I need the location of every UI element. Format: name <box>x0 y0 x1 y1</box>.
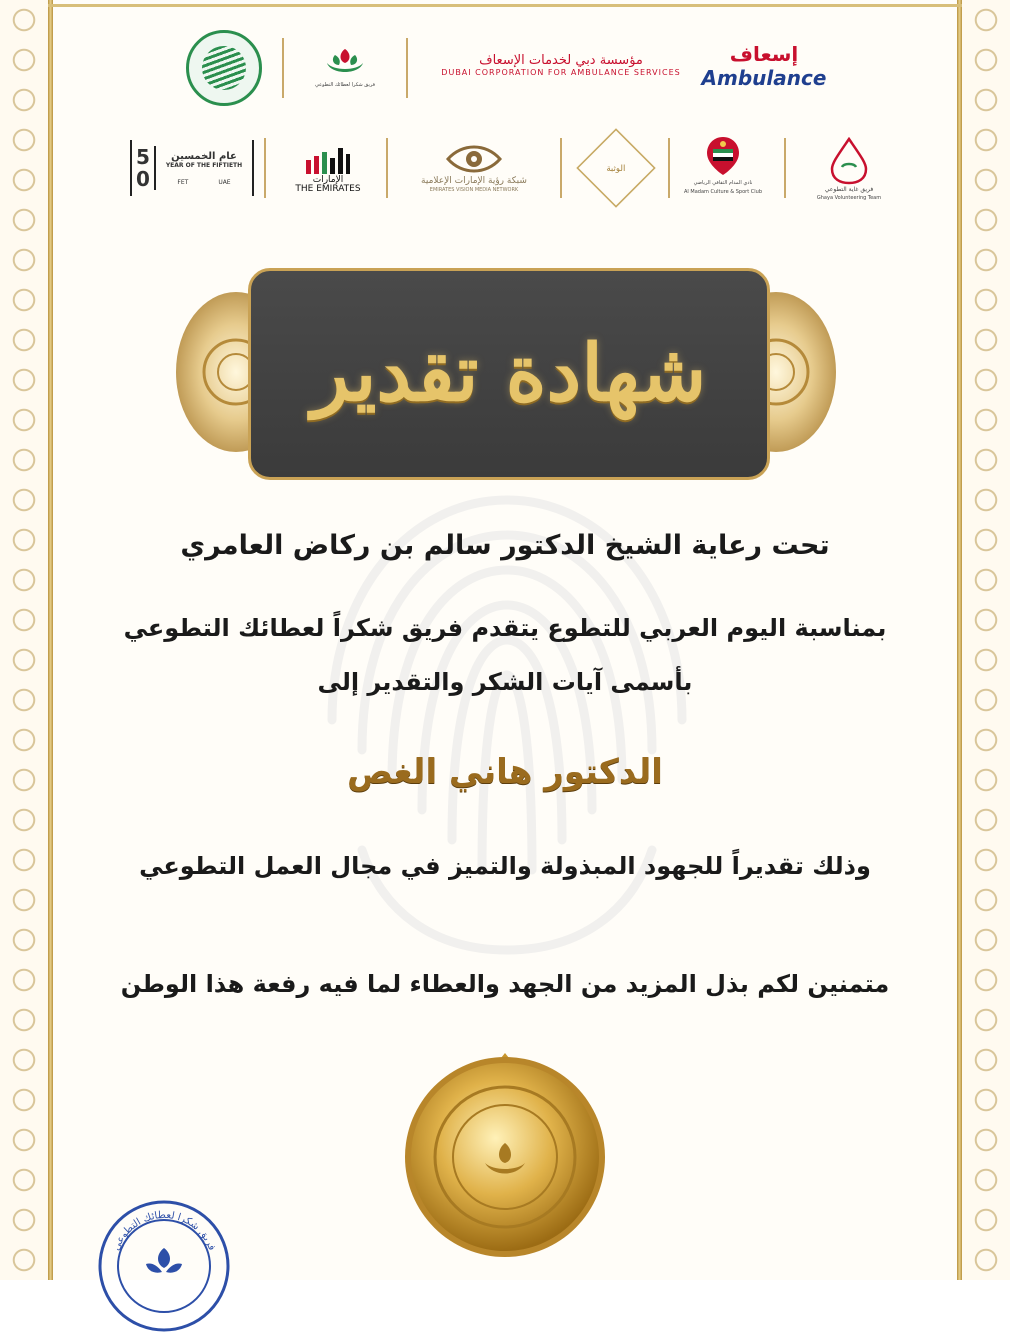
year-of-fifty-en: YEAR OF THE FIFTIETH <box>165 161 243 169</box>
al-madam-club-logo <box>686 126 760 206</box>
ghaya-team-ar: فريق غاية التطوعي <box>824 186 874 193</box>
ambulance-ar: إسعاف <box>729 42 799 66</box>
team-stamp-icon <box>96 1198 232 1334</box>
wish-line: متمنين لكم بذل المزيد من الجهد والعطاء لما فيه رفعة هذا الوطن <box>120 970 890 998</box>
patronage-line: تحت رعاية الشيخ الدكتور سالم بن ركاض العامري <box>180 530 830 561</box>
madam-club-ar: نادي المدام الثقافي الرياضي <box>693 180 753 186</box>
logo-divider <box>668 138 670 198</box>
wathba-logo <box>576 128 655 207</box>
logo-divider <box>282 38 284 98</box>
fifty-digit-zero: 0 <box>136 167 150 191</box>
ambulance-en: Ambulance <box>701 66 827 90</box>
year-of-fifty-ar: عام الخمسين <box>171 150 237 162</box>
emirates-vision-en: EMIRATES VISION MEDIA NETWORK <box>429 187 519 193</box>
drop-icon <box>824 137 874 185</box>
dubai-ambulance-en: DUBAI CORPORATION FOR AMBULANCE SERVICES <box>441 68 681 77</box>
reason-line: وذلك تقديراً للجهود المبذولة والتميز في مجال العمل التطوعي <box>139 852 871 880</box>
certificate-title: شهادة تقدير <box>311 328 707 419</box>
emirates-vision-ar: شبكة رؤية الإمارات الإعلامية <box>421 176 527 186</box>
year-of-fifty-footer <box>177 179 230 186</box>
year-of-fifty-logo <box>130 140 254 196</box>
year-of-fifty-right-tag: UAE <box>218 178 231 186</box>
emirates-en: THE EMIRATES <box>295 184 361 194</box>
logo-divider <box>264 138 266 198</box>
ataa-team-caption: فريق شكرا لعطائك التطوعي <box>315 81 375 88</box>
emirates-vision-logo <box>412 130 536 206</box>
stamp-text: فريق شكرا لعطائك التطوعي <box>110 1209 218 1253</box>
gold-medal-seal-icon <box>398 1050 612 1264</box>
title-plaque <box>248 268 770 480</box>
emirates-bars-icon <box>304 146 352 176</box>
greeting-line: بأسمى آيات الشكر والتقدير إلى <box>317 668 693 696</box>
eye-icon <box>444 141 504 177</box>
dubai-ambulance-ar: مؤسسة دبي لخدمات الإسعاف <box>479 53 643 68</box>
recipient-name: الدكتور هاني الغص <box>347 752 663 792</box>
right-ornamental-border <box>962 0 1010 1280</box>
ataa-team-logo <box>310 32 380 102</box>
logo-divider <box>386 138 388 198</box>
top-gold-rule <box>48 4 962 7</box>
ambulance-logo <box>694 36 834 96</box>
left-gold-rule <box>48 0 53 1280</box>
logo-divider <box>784 138 786 198</box>
dubai-ambulance-corporation-logo <box>436 40 686 90</box>
avu-emblem-icon <box>202 46 246 90</box>
logo-divider <box>560 138 562 198</box>
hands-leaf-icon <box>323 45 367 81</box>
right-gold-rule <box>957 0 962 1280</box>
fifty-digit-five: 5 <box>136 145 150 169</box>
year-of-fifty-text <box>156 151 252 186</box>
fifty-number <box>132 146 156 190</box>
occasion-line: بمناسبة اليوم العربي للتطوع يتقدم فريق شكراً لعطائك التطوعي <box>123 614 887 642</box>
ghaya-team-logo <box>812 132 886 208</box>
ghaya-team-en: Ghaya Volunteering Team <box>816 195 882 201</box>
uae-flag-crest-icon <box>701 135 745 179</box>
title-plaque-wrap <box>176 262 836 482</box>
wathba-ar: الوثبة <box>606 162 626 174</box>
logo-divider <box>406 38 408 98</box>
left-ornamental-border <box>0 0 48 1280</box>
emirates-ar: الإمارات <box>312 175 344 185</box>
the-emirates-logo <box>296 132 360 208</box>
arab-voluntary-union-logo <box>186 30 262 106</box>
madam-club-en: Al Madam Culture & Sport Club <box>684 189 762 195</box>
year-of-fifty-left-tag: FET <box>177 178 189 186</box>
